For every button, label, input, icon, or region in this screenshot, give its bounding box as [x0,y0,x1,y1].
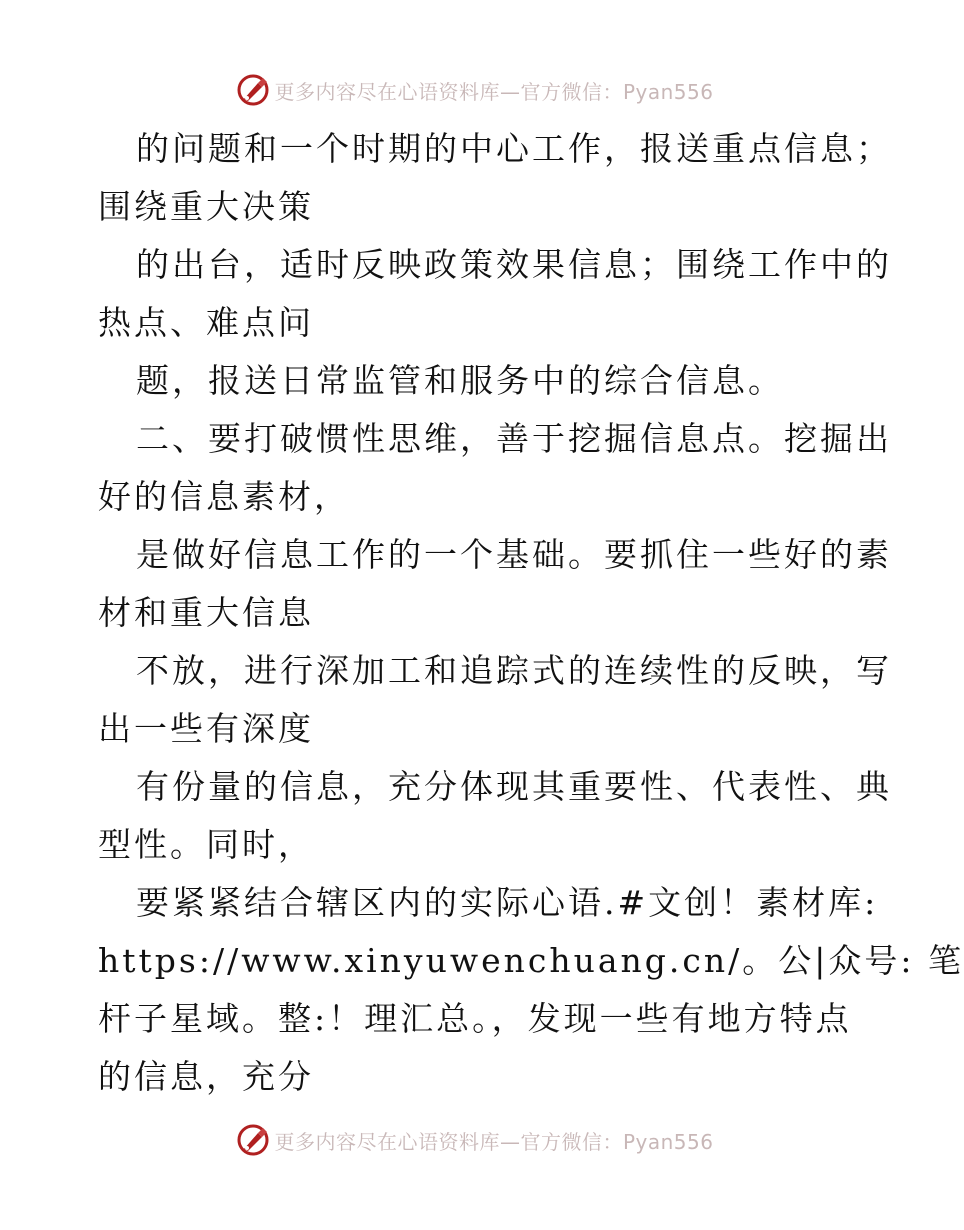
text-line: 的出台，适时反映政策效果信息；围绕工作中的 [136,245,892,284]
text-line: 材和重大信息 [98,593,314,632]
text-line: 不放，进行深加工和追踪式的连续性的反映，写 [136,651,892,690]
text-line: 型性。同时， [98,825,314,864]
pen-logo-icon [236,1123,270,1157]
footer-watermark [0,1120,950,1160]
text-line: https://www.xinyuwenchuang.cn/。公|众号: 笔 [98,941,964,980]
text-line: 题，报送日常监管和服务中的综合信息。 [136,361,784,400]
text-line: 的信息，充分 [98,1057,314,1096]
text-line: 有份量的信息，充分体现其重要性、代表性、典 [136,767,892,806]
text-line: 好的信息素材， [98,477,350,516]
pen-logo-icon [236,73,270,107]
text-line: 围绕重大决策 [98,187,314,226]
text-line: 要紧紧结合辖区内的实际心语.#文创！素材库: [136,883,879,922]
text-line: 二、要打破惯性思维，善于挖掘信息点。挖掘出 [136,419,892,458]
watermark-text: 更多内容尽在心语资料库—官方微信：Pyan556 [274,1129,714,1154]
header-watermark [0,70,950,110]
text-line: 杆子星域。整:！理汇总。，发现一些有地方特点 [98,999,852,1038]
text-line: 是做好信息工作的一个基础。要抓住一些好的素 [136,535,892,574]
text-line: 的问题和一个时期的中心工作，报送重点信息； [136,129,892,168]
document-body [98,120,964,1106]
text-line: 出一些有深度 [98,709,314,748]
text-line: 热点、难点问 [98,303,314,342]
watermark-text: 更多内容尽在心语资料库—官方微信：Pyan556 [274,79,714,104]
